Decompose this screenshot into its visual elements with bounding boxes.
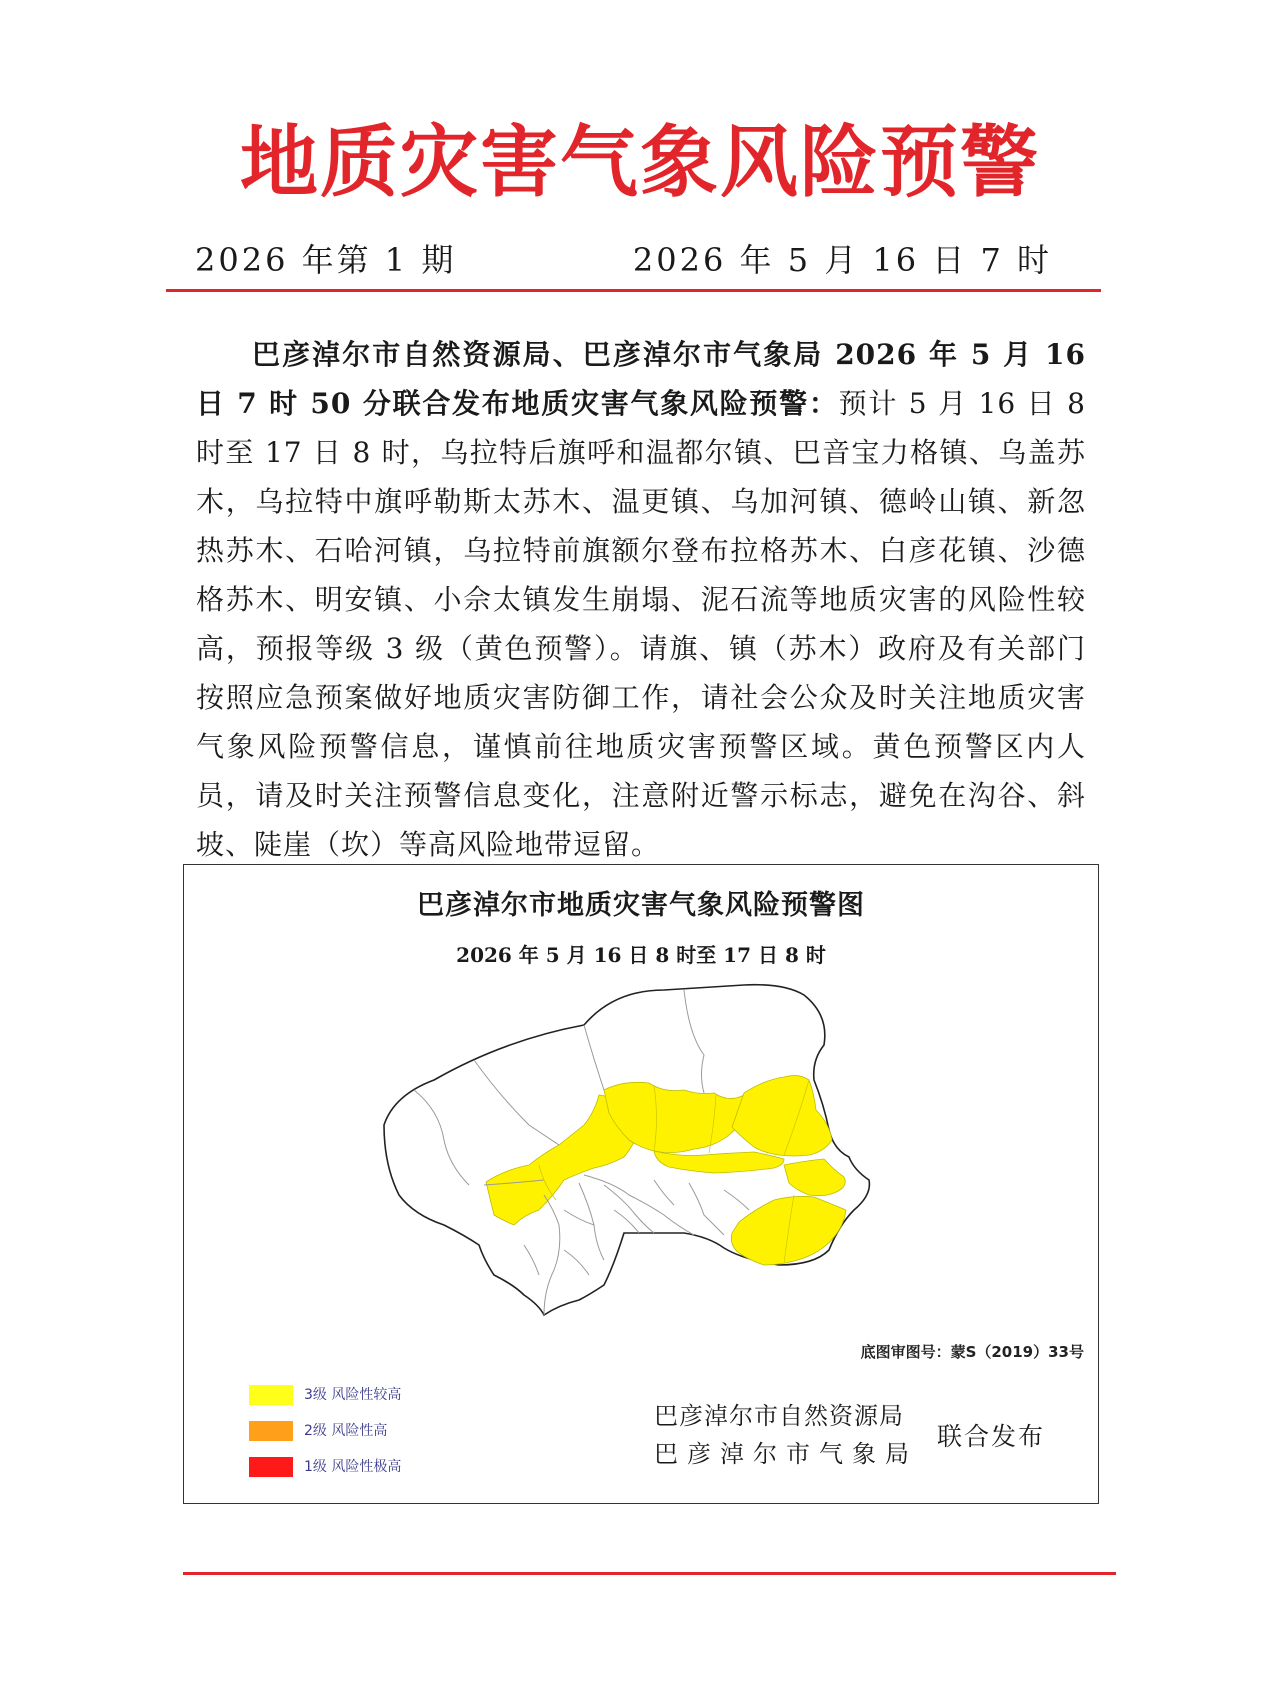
legend-swatch-yellow: [249, 1385, 293, 1405]
legend-label: 1级 风险性极高: [304, 1459, 402, 1475]
issue-number: 2026 年第 1 期: [195, 241, 457, 279]
joint-release-label: 联合发布: [937, 1422, 1046, 1451]
warning-map-panel: [183, 864, 1099, 1504]
basemap-approval-number: 底图审图号：蒙S（2019）33号: [860, 1343, 1084, 1361]
legend-label: 3级 风险性较高: [304, 1387, 402, 1403]
warning-text: 预计 5 月 16 日 8 时至 17 日 8 时，乌拉特后旗呼和温都尔镇、巴音宝力格镇、乌盖苏木，乌拉特中旗呼勒斯太苏木、温更镇、乌加河镇、德岭山镇、新忽热苏木、石哈河镇，乌拉特前旗额尔登布拉格苏木、白彦花镇、沙德格苏木、明安镇、小佘太镇发生崩塌、泥石流等地质灾害的风险性较高，预报等级 3 级（黄色预警）。请旗、镇（苏木）政府及有关部门按照应急预案做好地质灾害防御工作，请社会公众及时关注地质灾害气象风险预警信息，谨慎前往地质灾害预警区域。黄色预警区内人员，请及时关注预警信息变化，注意附近警示标志，避免在沟谷、斜坡、陡崖（坎）等高风险地带逗留。: [196, 387, 1086, 861]
warning-body: [196, 330, 1086, 869]
legend-item-level-1: [249, 1457, 449, 1493]
map-subtitle: 2026 年 5 月 16 日 8 时至 17 日 8 时: [456, 943, 826, 967]
map-title: 巴彦淖尔市地质灾害气象风险预警图: [417, 890, 865, 921]
map-legend: [249, 1385, 449, 1493]
issuing-agencies: [654, 1397, 918, 1473]
footer-divider: [183, 1572, 1116, 1575]
header-divider: [166, 289, 1101, 292]
legend-swatch-red: [249, 1457, 293, 1477]
warning-lead: 巴彦淖尔市自然资源局、巴彦淖尔市气象局 2026 年 5 月 16 日 7 时 50 分联合发布地质灾害气象风险预警：: [196, 338, 1086, 420]
legend-item-level-3: [249, 1385, 449, 1421]
legend-label: 2级 风险性高: [304, 1423, 388, 1439]
issuer-natural-resources-bureau: 巴彦淖尔市自然资源局: [654, 1402, 904, 1430]
legend-item-level-2: [249, 1421, 449, 1457]
issue-time: 2026 年 5 月 16 日 7 时: [632, 241, 1052, 279]
issuer-meteorological-bureau: 巴彦淖尔市气象局: [654, 1440, 918, 1468]
legend-swatch-orange: [249, 1421, 293, 1441]
document-title: 地质灾害气象风险预警: [239, 117, 1040, 208]
